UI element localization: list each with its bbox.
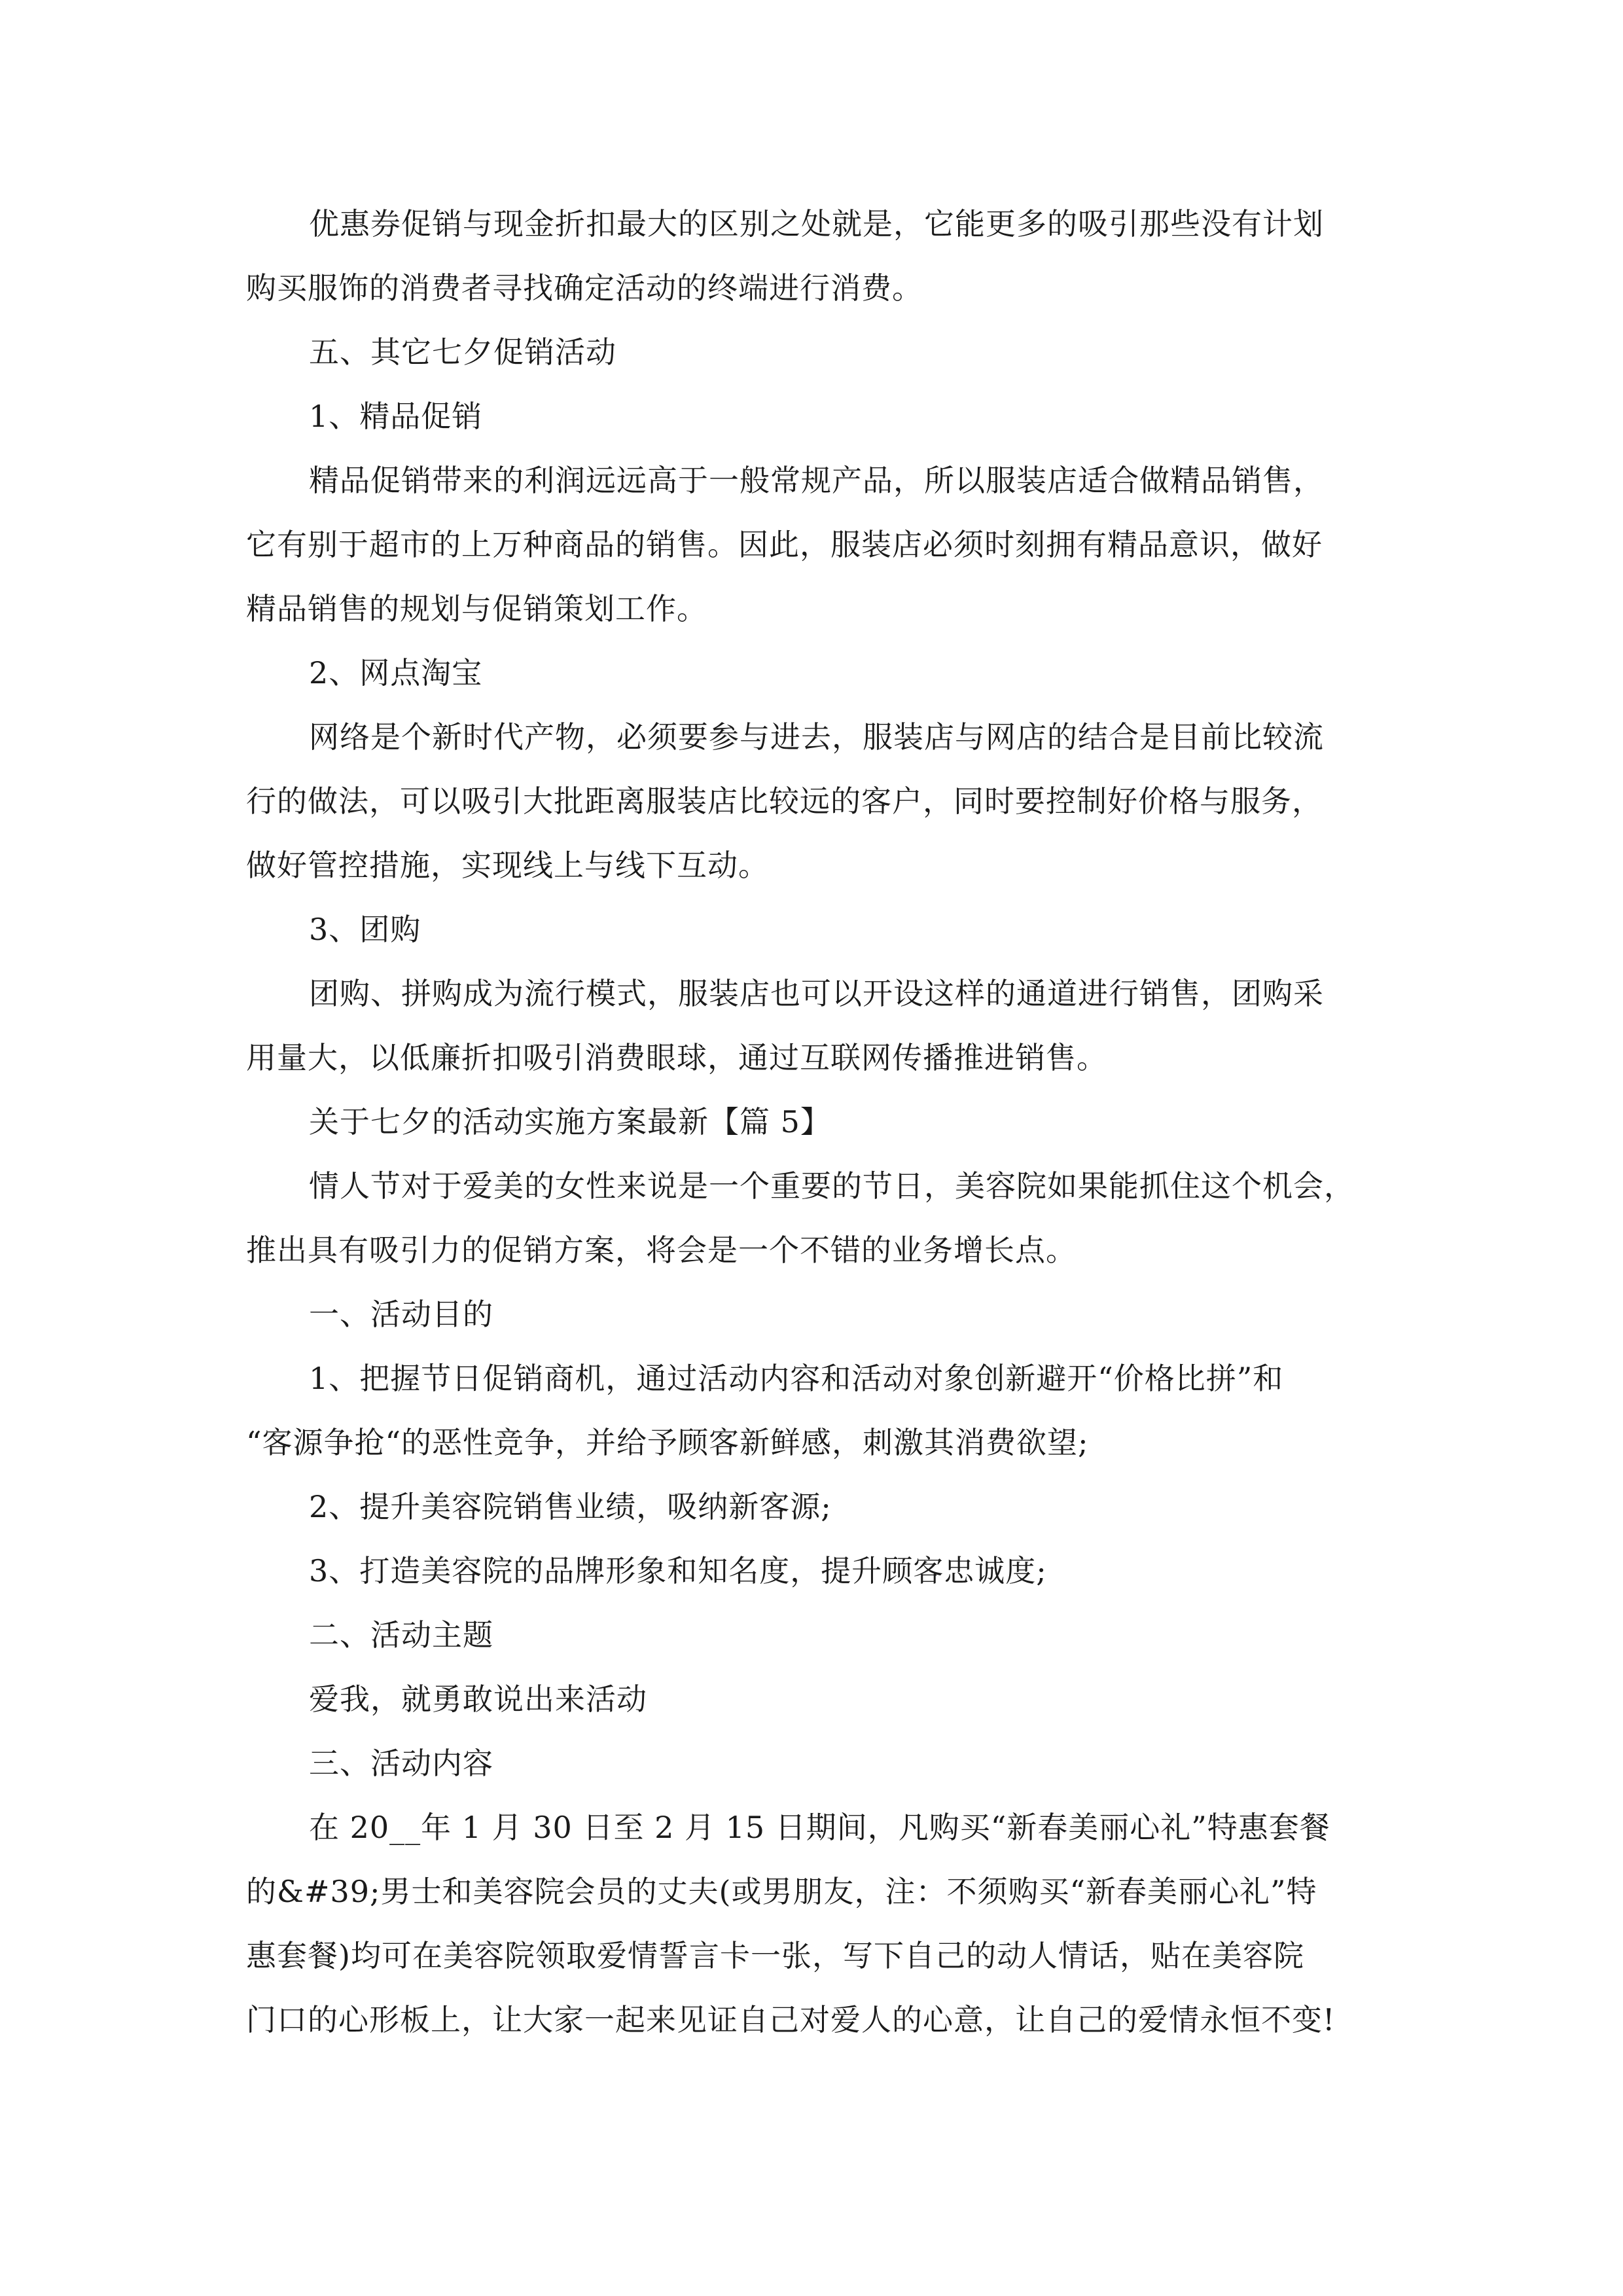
text-line: 2、提升美容院销售业绩，吸纳新客源; — [309, 1489, 832, 1524]
text-line: 团购、拼购成为流行模式，服装店也可以开设这样的通道进行销售，团购采 — [309, 976, 1324, 1011]
text-line: 五、其它七夕促销活动 — [309, 334, 616, 370]
text-line: 做好管控措施，实现线上与线下互动。 — [246, 848, 769, 883]
text-line: 门口的心形板上，让大家一起来见证自己对爱人的心意，让自己的爱情永恒不变! — [246, 2002, 1336, 2037]
text-line: “客源争抢“的恶性竞争，并给予顾客新鲜感，刺激其消费欲望; — [246, 1425, 1089, 1460]
text-line: 爱我，就勇敢说出来活动 — [309, 1681, 647, 1717]
text-line: 3、团购 — [309, 912, 421, 947]
text-line: 购买服饰的消费者寻找确定活动的终端进行消费。 — [246, 270, 923, 306]
text-line: 行的做法，可以吸引大批距离服装店比较远的客户，同时要控制好价格与服务， — [246, 783, 1323, 819]
text-line: 关于七夕的活动实施方案最新【篇 5】 — [309, 1104, 831, 1139]
text-line: 1、精品促销 — [309, 399, 483, 434]
text-line: 在 20__年 1 月 30 日至 2 月 15 日期间，凡购买“新春美丽心礼”特惠套餐 — [309, 1810, 1330, 1845]
text-line: 情人节对于爱美的女性来说是一个重要的节日，美容院如果能抓住这个机会， — [309, 1168, 1355, 1204]
text-line: 它有别于超市的上万种商品的销售。因此，服装店必须时刻拥有精品意识，做好 — [246, 527, 1323, 562]
text-line: 精品销售的规划与促销策划工作。 — [246, 591, 707, 626]
text-line: 一、活动目的 — [309, 1297, 493, 1332]
text-line: 优惠券促销与现金折扣最大的区别之处就是，它能更多的吸引那些没有计划 — [309, 206, 1324, 242]
text-line: 网络是个新时代产物，必须要参与进去，服装店与网店的结合是目前比较流 — [309, 719, 1324, 755]
text-line: 推出具有吸引力的促销方案，将会是一个不错的业务增长点。 — [246, 1232, 1077, 1268]
text-line: 用量大，以低廉折扣吸引消费眼球，通过互联网传播推进销售。 — [246, 1040, 1107, 1075]
text-line: 3、打造美容院的品牌形象和知名度，提升顾客忠诚度; — [309, 1553, 1047, 1588]
text-line: 三、活动内容 — [309, 1746, 493, 1781]
text-line: 1、把握节日促销商机，通过活动内容和活动对象创新避开“价格比拼”和 — [309, 1361, 1284, 1396]
text-line: 2、网点淘宝 — [309, 655, 483, 691]
text-line: 精品促销带来的利润远远高于一般常规产品，所以服装店适合做精品销售， — [309, 463, 1324, 498]
text-line: 惠套餐)均可在美容院领取爱情誓言卡一张，写下自己的动人情话，贴在美容院 — [246, 1938, 1304, 1973]
text-line: 二、活动主题 — [309, 1617, 493, 1653]
text-line: 的&#39;男士和美容院会员的丈夫(或男朋友，注：不须购买“新春美丽心礼”特 — [246, 1874, 1317, 1909]
